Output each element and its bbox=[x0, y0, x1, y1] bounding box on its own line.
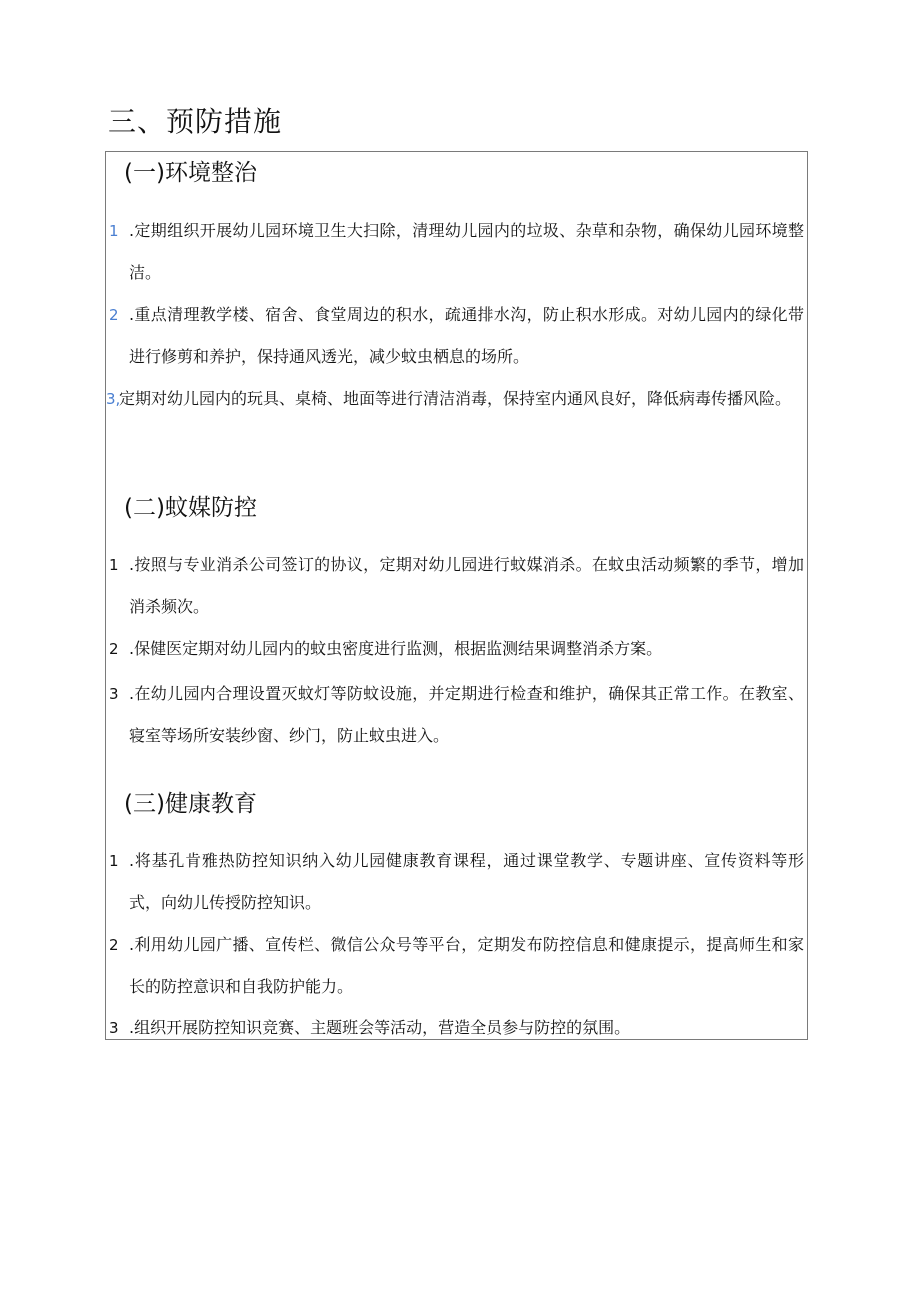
item-number: 1 bbox=[109, 222, 119, 240]
section-heading-environment: (一)环境整治 bbox=[124, 160, 257, 186]
list-item bbox=[105, 628, 808, 670]
item-text: .利用幼儿园广播、宣传栏、微信公众号等平台，定期发布防控信息和健康提示，提高师生和家长的防控意识和自我防护能力。 bbox=[129, 935, 804, 996]
item-number: 2 bbox=[109, 640, 119, 658]
list-item bbox=[105, 673, 808, 757]
item-number: 1 bbox=[109, 556, 119, 574]
item-text: .将基孔肯雅热防控知识纳入幼儿园健康教育课程，通过课堂教学、专题讲座、宣传资料等形式，向幼儿传授防控知识。 bbox=[129, 851, 804, 912]
item-number: 1 bbox=[109, 852, 119, 870]
item-number: 2 bbox=[109, 306, 119, 324]
item-text: .在幼儿园内合理设置灭蚊灯等防蚊设施，并定期进行检查和维护，确保其正常工作。在教室、寝室等场所安装纱窗、纱门，防止蚊虫进入。 bbox=[129, 684, 804, 745]
list-item bbox=[105, 1007, 808, 1049]
item-text: 定期对幼儿园内的玩具、桌椅、地面等进行清洁消毒，保持室内通风良好，降低病毒传播风险。 bbox=[119, 389, 792, 408]
list-item bbox=[105, 294, 808, 378]
item-text: .组织开展防控知识竞赛、主题班会等活动，营造全员参与防控的氛围。 bbox=[129, 1018, 631, 1037]
list-item bbox=[105, 544, 808, 628]
list-item bbox=[105, 378, 808, 420]
item-text: .按照与专业消杀公司签订的协议，定期对幼儿园进行蚊媒消杀。在蚊虫活动频繁的季节，增加消杀频次。 bbox=[129, 555, 804, 616]
item-text: .定期组织开展幼儿园环境卫生大扫除，清理幼儿园内的垃圾、杂草和杂物，确保幼儿园环境整洁。 bbox=[129, 221, 804, 282]
item-text: .重点清理教学楼、宿舍、食堂周边的积水，疏通排水沟，防止积水形成。对幼儿园内的绿化带进行修剪和养护，保持通风透光，减少蚊虫栖息的场所。 bbox=[129, 305, 804, 366]
section-heading-health-education: (三)健康教育 bbox=[124, 791, 257, 817]
item-number: 3 bbox=[109, 1019, 119, 1037]
page-title: 三、预防措施 bbox=[108, 105, 283, 138]
list-item bbox=[105, 210, 808, 294]
item-number: 3 bbox=[109, 685, 119, 703]
section-heading-mosquito-control: (二)蚊媒防控 bbox=[124, 495, 257, 521]
list-item bbox=[105, 924, 808, 1008]
item-text: .保健医定期对幼儿园内的蚊虫密度进行监测，根据监测结果调整消杀方案。 bbox=[129, 639, 663, 658]
list-item bbox=[105, 840, 808, 924]
item-number: 2 bbox=[109, 936, 119, 954]
item-number: 3, bbox=[106, 390, 121, 408]
